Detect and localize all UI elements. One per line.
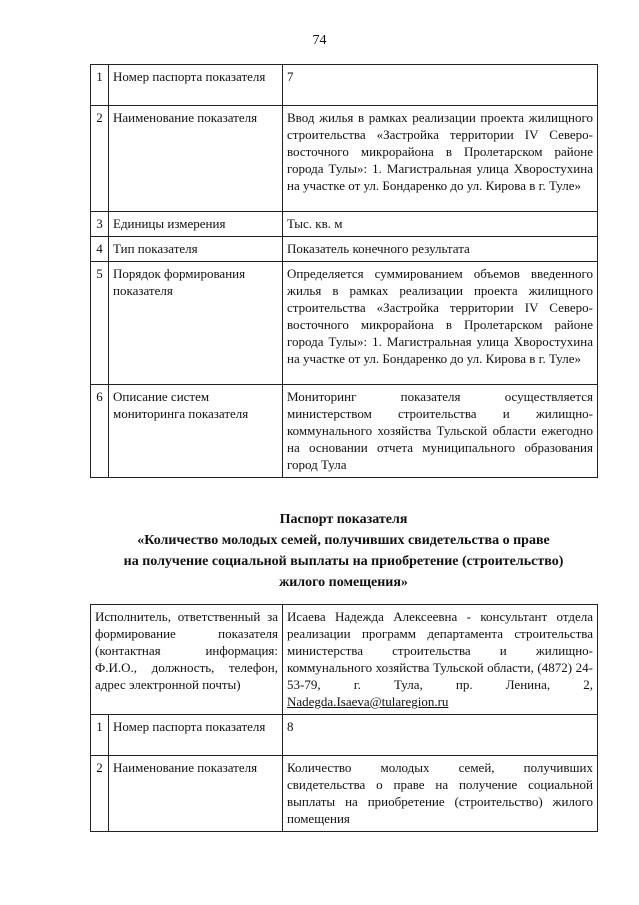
row-label: Порядок формирования показателя [109, 262, 283, 385]
executor-label: Исполнитель, ответственный за формирование показателя (контактная информация: Ф.И.О., должность, телефон, адрес электронной почты) [91, 605, 283, 715]
executor-row [91, 605, 598, 715]
heading-line: на получение социальной выплаты на приобретение (строительство) [123, 554, 564, 569]
row-number: 1 [91, 65, 109, 106]
row-number: 5 [91, 262, 109, 385]
row-label: Номер паспорта показателя [109, 65, 283, 106]
table-row [91, 262, 598, 385]
table-row [91, 756, 598, 832]
indicator-passport-table-8 [90, 604, 598, 832]
row-value: Ввод жилья в рамках реализации проекта жилищного строительства «Застройка территории IV Северо-восточного микрорайона в Пролетарском районе города Тулы»: 1. Магистральная улица Хворостухина на участке от ул. Бондаренко до ул. Кирова в г. Туле» [283, 106, 598, 212]
table-row [91, 715, 598, 756]
row-value: Показатель конечного результата [283, 237, 598, 262]
table-row [91, 237, 598, 262]
table-row [91, 65, 598, 106]
table-row [91, 106, 598, 212]
row-number: 2 [91, 756, 109, 832]
executor-contact: Исаева Надежда Алексеевна - консультант отдела реализации программ департамента строительства министерства строительства и жилищно-коммунального хозяйства Тульской области, (4872) 24-53-79, г. Тула, пр. Ленина, 2, [287, 609, 593, 692]
row-value: Определяется суммированием объемов введенного жилья в рамках реализации проекта жилищного строительства «Застройка территории IV Северо-восточного микрорайона в Пролетарском районе города Тулы»: 1. Магистральная улица Хворостухина на участке от ул. Бондаренко до ул. Кирова в г. Туле» [283, 262, 598, 385]
row-number: 6 [91, 385, 109, 478]
row-number: 4 [91, 237, 109, 262]
row-value: 7 [283, 65, 598, 106]
row-value: Количество молодых семей, получивших свидетельства о праве на получение социальной выплаты на приобретение (строительство) жилого помещения [283, 756, 598, 832]
row-number: 2 [91, 106, 109, 212]
page-number: 74 [312, 33, 327, 48]
row-label: Наименование показателя [109, 756, 283, 832]
row-label: Наименование показателя [109, 106, 283, 212]
heading-line: жилого помещения» [279, 575, 408, 590]
row-number: 3 [91, 212, 109, 237]
row-value: 8 [283, 715, 598, 756]
heading-line: Паспорт показателя [279, 512, 408, 527]
executor-email-link[interactable]: Nadegda.Isaeva@tularegion.ru [287, 694, 449, 709]
table-row [91, 385, 598, 478]
executor-value [283, 605, 598, 715]
row-label: Описание систем мониторинга показателя [109, 385, 283, 478]
row-label: Номер паспорта показателя [109, 715, 283, 756]
row-value: Мониторинг показателя осуществляется министерством строительства и жилищно-коммунального хозяйства Тульской области ежегодно на основании отчета муниципального образования город Тула [283, 385, 598, 478]
indicator-passport-table-7 [90, 64, 598, 478]
row-value: Тыс. кв. м [283, 212, 598, 237]
section-heading [90, 509, 597, 593]
heading-line: «Количество молодых семей, получивших свидетельства о праве [137, 533, 550, 548]
row-number: 1 [91, 715, 109, 756]
row-label: Единицы измерения [109, 212, 283, 237]
row-label: Тип показателя [109, 237, 283, 262]
table-row [91, 212, 598, 237]
